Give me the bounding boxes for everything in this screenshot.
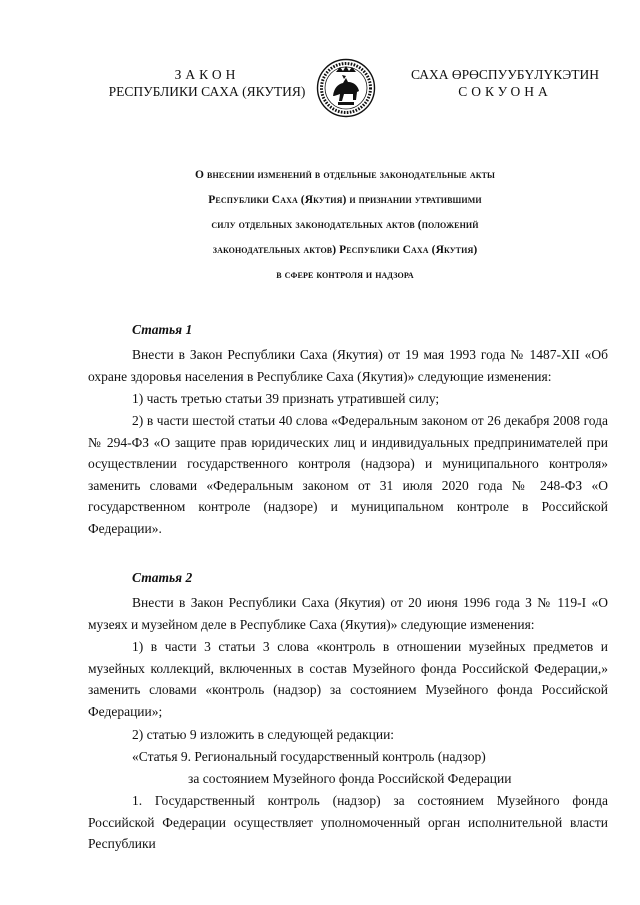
quoted-article-para1-text: 1. Государственный контроль (надзор) за состоянием Музейного фонда Российской Федерации осуществляет уполномоченный орган исполнительной власти Республики <box>88 793 608 852</box>
quoted-article-title-line1: «Статья 9. Региональный государственный контроль (надзор) <box>132 749 486 764</box>
article2-item1-text: 1) в части 3 статьи 3 слова «контроль в отношении музейных предметов и музейных коллекций, включенных в состав Музейного фонда Российской Федерации,» заменить словами «контроль (надзор) за состоянием Музейного фонда Российской Федерации»; <box>88 639 608 719</box>
law-title <box>100 163 590 288</box>
title-line: законодательных актов) Республики Саха (Якутия) <box>212 244 478 256</box>
article1-item1 <box>88 388 608 410</box>
title-line: Республики Саха (Якутия) и признании утратившими <box>208 194 482 206</box>
header-right-line2: СОКУОНА <box>458 84 552 99</box>
article1-intro-text: Внести в Закон Республики Саха (Якутия) от 19 мая 1993 года № 1487-XII «Об охране здоровья населения в Республике Саха (Якутия)» следующие изменения: <box>88 347 608 384</box>
header-left-line2: РЕСПУБЛИКИ САХА (ЯКУТИЯ) <box>108 84 306 99</box>
article2-item1 <box>88 636 608 722</box>
header-left-line1: ЗАКОН <box>174 67 240 82</box>
article1-item2-text: 2) в части шестой статьи 40 слова «Федеральным законом от 26 декабря 2008 года № 294-ФЗ «О защите прав юридических лиц и индивидуальных предпринимателей при осуществлении государственного контроля (надзора) и муниципального контроля» заменить словами «Федеральным законом от 31 июля 2020 года № 248-ФЗ «О государственном контроле (надзоре) и муниципальном контроле в Российской Федерации». <box>88 413 608 536</box>
article2-intro <box>88 592 608 635</box>
quoted-article-title-line2: за состоянием Музейного фонда Российской Федерации <box>188 771 512 786</box>
coat-of-arms-emblem <box>316 58 376 118</box>
article1-item2 <box>88 410 608 540</box>
article1-item1-text: 1) часть третью статьи 39 признать утратившей силу; <box>132 391 440 406</box>
header-right-line1: САХА ӨРӨСПУУБҮЛҮКЭТИН <box>410 67 600 82</box>
header-right <box>400 66 610 100</box>
title-line: О внесении изменений в отдельные законодательные акты <box>195 169 495 181</box>
quoted-article-para1 <box>88 790 608 855</box>
article2-intro-text: Внести в Закон Республики Саха (Якутия) от 20 июня 1996 года З № 119-I «О музеях и музейном деле в Республике Саха (Якутия)» следующие изменения: <box>88 595 608 632</box>
article1-intro <box>88 344 608 387</box>
article2-heading: Статья 2 <box>132 570 193 585</box>
title-line: силу отдельных законодательных актов (положений <box>211 219 479 231</box>
article2-item2-text: 2) статью 9 изложить в следующей редакции: <box>132 727 395 742</box>
title-line: в сфере контроля и надзора <box>276 269 414 281</box>
article2-item2 <box>88 724 608 746</box>
article1-heading: Статья 1 <box>132 322 193 337</box>
header-left <box>108 66 306 100</box>
